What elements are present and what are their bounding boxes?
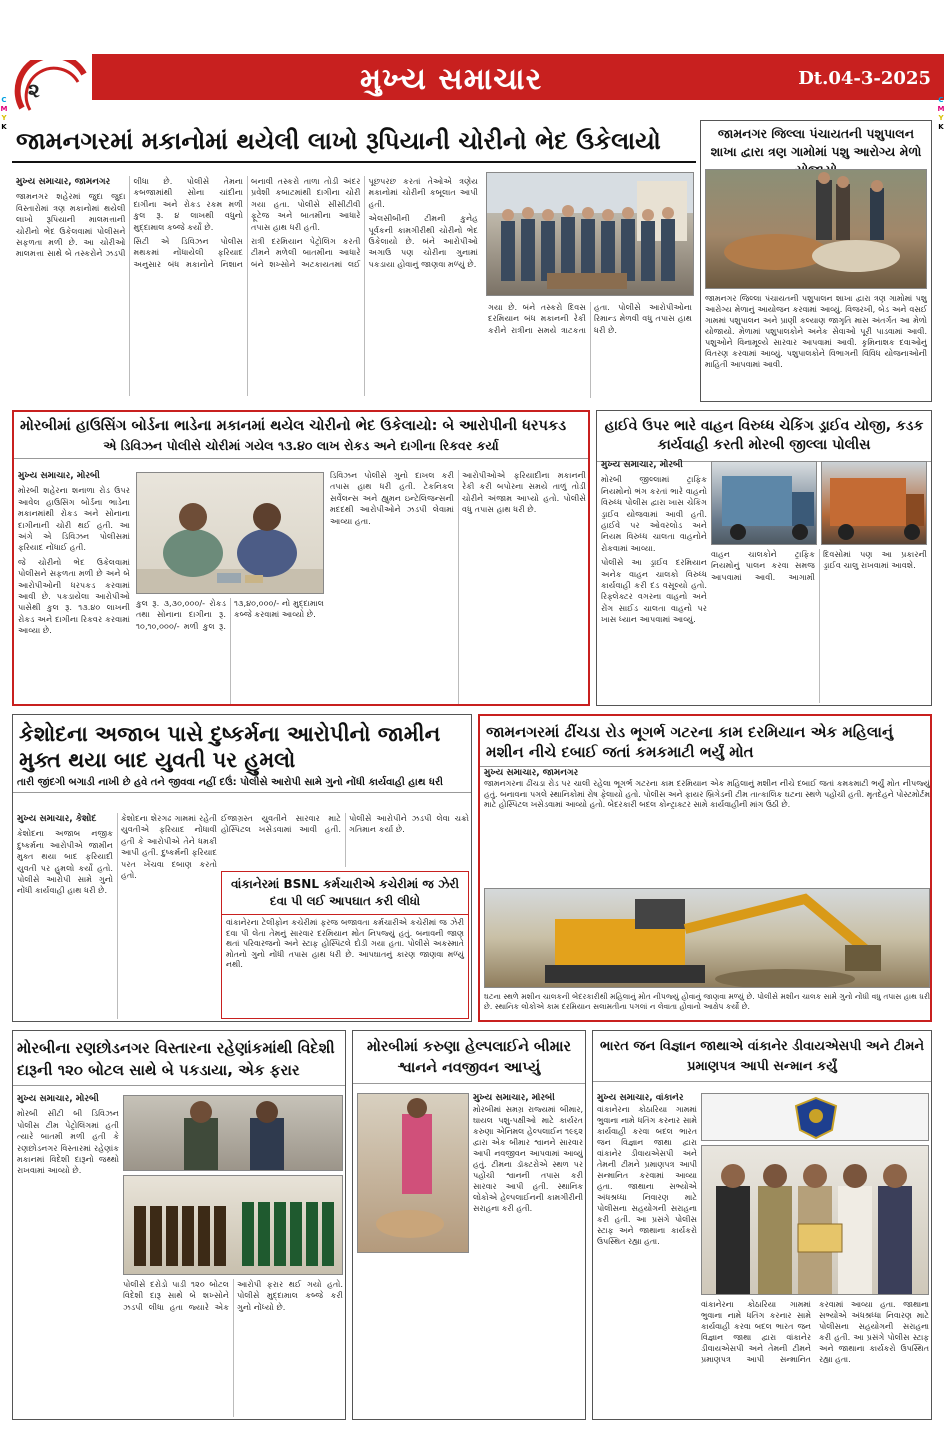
masthead <box>0 0 945 118</box>
story-paragraph: જામનગર શહેરમાં જુદા જુદા વિસ્તારોમાં ત્રણ મકાનોમાં થયેલી લાખો રૂપિયાની માલમત્તાની ચોરીનો ભેદ ઉકેલવામાં પોલીસને સફળતા મળી છે. આ ચોરીઓ માલમત્તા સાથે બે તસ્કરોને ઝડપી લીધા છે. પોલીસે તેમના કબજામાંથી સોના ચાંદીના દાગીના અને રોકડ રકમ મળી કુલ રૂ. ૪ લાખથી વધુનો મુદ્દામાલ કબ્જે કર્યો છે. <box>16 176 243 259</box>
color-strip-letter: C <box>938 96 944 104</box>
story-headline: જામનગર જિલ્લા પંચાયતની પશુપાલન શાખા દ્વારા ત્રણ ગામોમાં પશુ આરોગ્ય મેળો <box>710 126 922 159</box>
story-headline: જામનગરમાં મકાનોમાં થયેલી લાખો રૂપિયાની ચોરીનો ભેદ ઉકેલાયો <box>12 120 696 163</box>
story-highway-checking-drive <box>596 410 932 706</box>
story-headline: મોરબીના રણછોડનગર વિસ્તારના રહેણાંકમાંથી વિદેશી દારૂની ૧૨૦ બોટલ સાથે બે પકડાયા, એક ફરાર <box>13 1031 345 1086</box>
color-strip-letter: M <box>0 105 8 113</box>
story-morbi-liquor-seizure <box>12 1030 346 1420</box>
story-body-left <box>18 470 130 704</box>
cattle-photo-icon <box>706 170 927 289</box>
story-photo-police-emblem <box>701 1093 929 1141</box>
story-paragraph: મોરબી જીલ્લામાં ટ્રાફિક નિયમોનો ભંગ કરતાં ભારે વાહનો વિરુધ્ધ પોલીસ દ્વારા ખાસ ચેકિંગ ડ્રાઈવ યોજવામાં આવી હતી. હાઈવે પર ઓવરલોડ અને નિયમ વિરુધ્ધ ચાલતા વાહનોને રોકવામાં આવ્યા. <box>601 474 707 553</box>
story-body-right <box>330 470 586 704</box>
logo-swoosh-icon <box>14 60 92 116</box>
story-headline: વાંકાનેરમાં BSNL કર્મચારીએ કચેરીમાં જ ઝેરી દવા પી લઈ આપઘાત કરી લીધો <box>222 872 468 915</box>
story-photo-dog-rescue <box>357 1093 469 1253</box>
story-body-left <box>17 1093 119 1417</box>
page-number: ૨ <box>28 78 40 102</box>
story-body <box>12 172 482 400</box>
story-headline: હાઈવે ઉપર ભારે વાહન વિરુધ્ધ ચેકિંગ ડ્રાઈવ યોજી, કડક કાર્યવાહી કરતી મોરબી જીલ્લા પોલીસ <box>597 411 931 462</box>
story-photo-cattle <box>705 169 927 289</box>
story-body <box>473 1093 583 1417</box>
color-strip-letter: K <box>938 123 944 131</box>
story-dateline: મુખ્ય સમાચાર, વાંકાનેર <box>597 1093 684 1103</box>
story-body-right <box>711 549 927 703</box>
story-jamnagar-theft <box>12 120 696 402</box>
dog-rescue-photo-icon <box>358 1094 469 1253</box>
color-strip-left <box>0 96 8 132</box>
story-paragraph: કેશોદના અજાબ નજીક દુષ્કર્મના આરોપીએ જામીન મુક્ત થયા બાદ ફરિયાદી યુવતી પર હુમલો કર્યો હતો. પોલીસે આરોપી સામે ગુનો નોંધી કાર્યવાહી હાથ ધરી છે. <box>17 828 113 896</box>
color-strip-letter: Y <box>1 114 7 122</box>
truck-photo-icon <box>822 462 927 545</box>
story-paragraph: કુલ રૂ. ૩,૩૦,૦૦૦/- રોકડ તથા સોનાના દાગીના રૂ. ૧૦,૧૦,૦૦૦/- મળી કુલ રૂ. ૧૩,૪૦,૦૦૦/- નો મુદ્દામાલ કબ્જે કરવામાં આવ્યો છે. <box>136 598 324 631</box>
story-headline: કેશોદના અજાબ પાસે દુષ્કર્મના આરોપીનો જામીન મુક્ત થયા બાદ યુવતી પર હુમલો <box>19 722 441 772</box>
section-title: મુખ્ય સમાચાર <box>360 62 543 97</box>
story-photo-accused-liquor <box>123 1095 343 1171</box>
story-dateline: મુખ્ય સમાચાર, જામનગર <box>484 768 579 778</box>
bottles-photo-icon <box>124 1176 343 1275</box>
story-paragraph: વાહન ચાલકોને ટ્રાફિક નિયમોનું પાલન કરવા સમજ આપવામાં આવી. આગામી દિવસોમાં પણ આ પ્રકારની ડ્રાઈવ ચાલુ રાખવામાં આવશે. <box>711 549 927 582</box>
story-animal-health-fair <box>700 120 932 402</box>
group-photo-icon <box>487 173 694 296</box>
color-strip-letter: C <box>1 96 7 104</box>
story-body-left <box>17 813 217 1019</box>
color-strip-letter: K <box>1 123 7 131</box>
story-paragraph: મોરબી સીટી બી ડિવિઝન પોલીસ ટીમ પેટ્રોલિંગમાં હતી ત્યારે બાતમી મળી હતી કે રણછોડનગર વિસ્તારમાં રહેણાંક મકાનમાં વિદેશી દારૂનો જથ્થો રાખવામાં આવ્યો છે. <box>17 1108 119 1176</box>
felicitation-photo-icon <box>702 1146 929 1295</box>
story-headline: જામનગરમાં ઢીંચડા રોડ ભૂગર્ભ ગટરના કામ દરમિયાન એક મહિલાનું મશીન નીચે દબાઈ જતાં કમકમાટી ભર્યું મોત <box>480 716 930 767</box>
story-subhead: એ ડિવિઝન પોલીસે ચોરીમાં ગયેલ ૧૩.૪૦ લાખ રોકડ અને દાગીના રિકવર કર્યા <box>14 436 588 459</box>
story-paragraph: મોરબીમાં સમગ્ર રાજ્યમાં બીમાર, ઘાયલ પશુ-પક્ષીઓ માટે કાર્યરત કરુણા એનિમલ હેલ્પલાઈન ૧૯૬૨ દ્વારા એક બીમાર શ્વાનને સારવાર આપી નવજીવન આપવામાં આવ્યું હતું. ટીમના ડૉક્ટરોએ સ્થળ પર પહોંચી શ્વાનની તપાસ કરી સારવાર આપી હતી. સ્થાનિક લોકોએ હેલ્પલાઈનની કામગીરીની સરાહના કરી હતી. <box>473 1105 583 1213</box>
story-dateline: મુખ્ય સમાચાર, કેશોદ <box>17 814 97 824</box>
excavator-photo-icon <box>485 889 930 988</box>
story-paragraph: જામનગરના ઢીંચડા રોડ પર ચાલી રહેલા ભૂગર્ભ ગટરના કામ દરમિયાન એક મહિલાનું મશીન નીચે દબાઈ જતાં કમકમાટી ભર્યું મોત નીપજ્યું હતું. બનાવના પગલે સ્થાનિકોમાં રોષ ફેલાયો હતો. પોલીસ અને ફાયર બ્રિગેડની ટીમ તાત્કાલિક ઘટના સ્થળે પહોંચી હતી. મૃતદેહને પોસ્ટમોર્ટમ માટે હોસ્પિટલ ખસેડવામાં આવ્યો હતો. બેદરકારી બદલ કોન્ટ્રાક્ટર સામે કાર્યવાહીની માંગ ઉઠી છે. <box>484 778 930 810</box>
accused-photo-icon <box>124 1096 343 1171</box>
story-box-bsnl-suicide <box>221 871 469 1019</box>
story-photo-felicitation <box>701 1145 929 1295</box>
story-paragraph: ડિવિઝન પોલીસે ગુનો દાખલ કરી તપાસ હાથ ધરી હતી. ટેકનિકલ સર્વેલન્સ અને હ્યુમન ઇન્ટેલિજન્સની મદદથી આરોપીઓને ઝડપી લેવામાં આવ્યા હતા. <box>330 470 454 526</box>
story-headline: મોરબીમાં કરુણા હેલ્પલાઈને બીમાર શ્વાનને નવજીવન આપ્યું <box>353 1031 585 1084</box>
story-paragraph: વાંકાનેરના કોઠારિયા ગામમાં ભુવાના નામે ધતિંગ કરનાર સામે કાર્યવાહી કરવા બદલ ભારત જન વિજ્ઞાન જાથા દ્વારા વાંકાનેર ડીવાયએસપી અને તેમની ટીમને પ્રમાણપત્ર આપી સન્માનિત કરવામાં આવ્યા હતા. જાથાના સભ્યોએ અંધશ્રધ્ધા નિવારણ માટે પોલીસના સહયોગની સરાહના કરી હતી. આ પ્રસંગે પોલીસ સ્ટાફ અને જાથાના કાર્યકરો ઉપસ્થિત રહ્યા હતા. <box>597 1105 697 1246</box>
story-dateline: મુખ્ય સમાચાર, મોરબી <box>601 460 683 470</box>
story-paragraph: સિટી એ ડિવિઝન પોલીસ મથકમાં નોંધાયેલી ફરિયાદ અનુસાર બંધ મકાનોને નિશાન બનાવી તસ્કરો તાળા તોડી અંદર પ્રવેશી કબાટમાંથી દાગીના ચોરી ગયા હતા. પોલીસે સીસીટીવી ફૂટેજ અને બાતમીના આધારે તપાસ હાથ ધરી હતી. <box>133 176 361 269</box>
story-subhead: તારી જીંદગી બગાડી નાખી છે હવે તને જીવવા નહીં દઉં: પોલીસે આરોપી સામે ગુનો નોંધી કાર્યવાહી હાથ ધરી <box>13 775 471 793</box>
story-dhinchda-road-accident <box>478 714 932 1022</box>
story-paragraph: આરોપીઓએ ફરિયાદીના મકાનની રેકી કરી બપોરના સમયે તાળું તોડી ચોરીને અંજામ આપ્યો હતો. પોલીસે વધુ તપાસ હાથ ધરી છે. <box>462 470 586 515</box>
story-body <box>484 768 930 884</box>
story-paragraph: ગયા છે. બંને તસ્કરો દિવસ દરમિયાન બંધ મકાનની રેકી કરીને રાત્રીના સમયે ત્રાટકતા હતા. પોલીસે આરોપીઓના રિમાન્ડ મેળવી વધુ તપાસ હાથ ધરી છે. <box>488 302 692 335</box>
story-photo-truck-left <box>711 461 817 545</box>
story-vankaner-dysp-honour <box>592 1030 932 1420</box>
story-body-right <box>123 1279 343 1417</box>
story-body-top-right <box>221 813 469 867</box>
story-photo-accused <box>136 472 324 594</box>
color-strip-letter: M <box>937 105 945 113</box>
story-dateline: મુખ્ય સમાચાર, મોરબી <box>473 1093 555 1103</box>
story-photo-truck-right <box>821 461 927 545</box>
story-headline: ભારત જન વિજ્ઞાન જાથાએ વાંકાનેર ડીવાયએસપી અને ટીમને પ્રમાણપત્ર આપી સન્માન કર્યું <box>593 1031 931 1082</box>
story-paragraph: પોલીસે આ ડ્રાઈવ દરમિયાન અનેક વાહન ચાલકો વિરુધ્ધ કાર્યવાહી કરી દંડ વસૂલ્યો હતો. રિફ્લેક્ટર વગરના વાહનો અને રોંગ સાઈડ ચાલતા વાહનો પર ખાસ ધ્યાન આપવામાં આવ્યું. <box>601 557 707 625</box>
story-body-continued <box>486 300 694 400</box>
story-body-continued <box>701 1299 929 1417</box>
story-paragraph: રાત્રી દરમિયાન પેટ્રોલિંગ કરતી ટીમને મળેલી બાતમીના આધારે બંને શખ્સોને અટકાયતમાં લઈ પૂછપરછ કરતાં તેઓએ ત્રણેય મકાનોમાં ચોરીની કબૂલાત આપી હતી. <box>251 176 478 269</box>
accused-photo-icon <box>137 473 324 594</box>
story-paragraph: મોરબી શહેરના શનાળા રોડ ઉપર આવેલ હાઉસિંગ બોર્ડના ભાડેના મકાનમાંથી રોકડ અને સોનાના દાગીનાની ચોરી થઈ હતી. આ અંગે એ ડિવિઝન પોલીસમાં ફરિયાદ નોંધાઈ હતી. <box>18 485 130 553</box>
story-paragraph: ઈજાગ્રસ્ત યુવતીને સારવાર માટે હોસ્પિટલ ખસેડવામાં આવી હતી. પોલીસે આરોપીને ઝડપી લેવા ચક્રો ગતિમાન કર્યા છે. <box>221 813 469 835</box>
color-strip-right <box>937 96 945 132</box>
story-headline: મોરબીમાં હાઉસિંગ બોર્ડના ભાડેના મકાનમાં થયેલ ચોરીનો ભેદ ઉકેલાયો: બે આરોપીની ધરપકડ <box>20 418 567 434</box>
story-photo-caption: ઘટના સ્થળે મશીન ચાલકની બેદરકારીથી મહિલાનું મોત નીપજ્યું હોવાનું જાણવા મળ્યું છે. પોલીસે મશીન ચાલક સામે ગુનો નોંધી વધુ તપાસ હાથ ધરી છે. સ્થાનિક લોકોએ કામ દરમિયાન સલામતીના પગલાં ન લેવાતા હોવાનો આક્ષેપ કર્યો છે. <box>484 992 930 1011</box>
story-morbi-housing-theft <box>12 410 590 706</box>
story-keshod-assault <box>12 714 472 1022</box>
story-paragraph: જે ચોરીનો ભેદ ઉકેલવામાં પોલીસને સફળતા મળી છે અને બે આરોપીઓની ધરપકડ કરવામાં આવી છે. પકડાયેલા આરોપીઓ પાસેથી કુલ રૂ. ૧૩.૪૦ લાખની રોકડ અને દાગીના રિકવર કરવામાં આવ્યા છે. <box>18 556 130 636</box>
police-emblem-icon <box>702 1094 929 1141</box>
story-body <box>597 1093 697 1417</box>
story-paragraph: પોલીસે દરોડો પાડી ૧૨૦ બોટલ વિદેશી દારૂ સાથે બે શખ્સોને ઝડપી લીધા હતા જ્યારે એક આરોપી ફરાર થઈ ગયો હતો. પોલીસે મુદ્દામાલ કબ્જે કરી ગુનો નોંધ્યો છે. <box>123 1279 343 1312</box>
story-photo-liquor-bottles <box>123 1175 343 1275</box>
story-body: જામનગર જિલ્લા પંચાયતની પશુપાલન શાખા દ્વારા ત્રણ ગામોમાં પશુ આરોગ્ય મેળાનું આયોજન કરવામાં આવ્યું. વિજરખી, બેડ અને વસઈ ગામમાં પશુપાલન અને પ્રાણી કલ્યાણ જાગૃતિ માસ અંતર્ગત આ મેળો યોજાયો. મેળામાં પશુપાલકોને અનેક સેવાઓ પૂરી પાડવામાં આવી. પશુઓને વિનામૂલ્યે સારવાર આપવામાં આવી. કૃમિનાશક દવાઓનું વિતરણ કરવામાં આવ્યું. પશુપાલકોને વિભાગની વિવિધ યોજનાઓની માહિતી આપવામાં આવી. <box>705 294 927 369</box>
story-body: વાંકાનેરના ટેલીફોન કચેરીમાં ફરજ બજાવતા કર્મચારીએ કચેરીમાં જ ઝેરી દવા પી લેતા તેમનું સારવાર દરમિયાન મોત નિપજ્યું હતું. બનાવની જાણ થતાં પરિવારજનો અને સ્ટાફ હોસ્પિટલે દોડી ગયા હતા. પોલીસે અકસ્માતે મોતનો ગુનો નોંધી તપાસ હાથ ધરી છે. આપઘાતનું કારણ જાણવા મળ્યું નથી. <box>226 918 464 970</box>
story-body-left <box>601 459 707 703</box>
issue-date: Dt.04-3-2025 <box>798 68 931 89</box>
story-dateline: મુખ્ય સમાચાર, મોરબી <box>18 471 100 481</box>
truck-photo-icon <box>712 462 817 545</box>
story-photo-excavator <box>484 888 930 988</box>
story-karuna-helpline <box>352 1030 586 1420</box>
color-strip-letter: Y <box>938 114 944 122</box>
story-paragraph: કેશોદના શેરગઢ ગામમાં રહેતી યુવતીએ ફરિયાદ નોંધાવી હતી કે આરોપીએ તેને ધમકી આપી હતી. દુષ્કર્મની ફરિયાદ પરત ખેંચવા દબાણ કરતો હતો. <box>121 813 217 881</box>
story-dateline: મુખ્ય સમાચાર, મોરબી <box>17 1094 99 1104</box>
story-dateline: મુખ્ય સમાચાર, જામનગર <box>16 177 111 187</box>
story-body-under-photo <box>136 598 324 704</box>
story-photo-police-group <box>486 172 694 296</box>
story-paragraph: વાંકાનેરના કોઠારિયા ગામમાં ભુવાના નામે ધતિંગ કરનાર સામે કાર્યવાહી કરવા બદલ ભારત જન વિજ્ઞાન જાથા દ્વારા વાંકાનેર ડીવાયએસપી અને તેમની ટીમને પ્રમાણપત્ર આપી સન્માનિત કરવામાં આવ્યા હતા. જાથાના સભ્યોએ અંધશ્રધ્ધા નિવારણ માટે પોલીસના સહયોગની સરાહના કરી હતી. આ પ્રસંગે પોલીસ સ્ટાફ અને જાથાના કાર્યકરો ઉપસ્થિત રહ્યા હતા. <box>701 1300 929 1364</box>
story-paragraph: એલસીબીની ટીમની કુનેહ પૂર્વકની કામગીરીથી ચોરીનો ભેદ ઉકેલાયો છે. બંને આરોપીઓ અગાઉ પણ ચોરીના ગુનામાં પકડાયા હોવાનું જાણવા મળ્યું છે. <box>368 213 478 269</box>
